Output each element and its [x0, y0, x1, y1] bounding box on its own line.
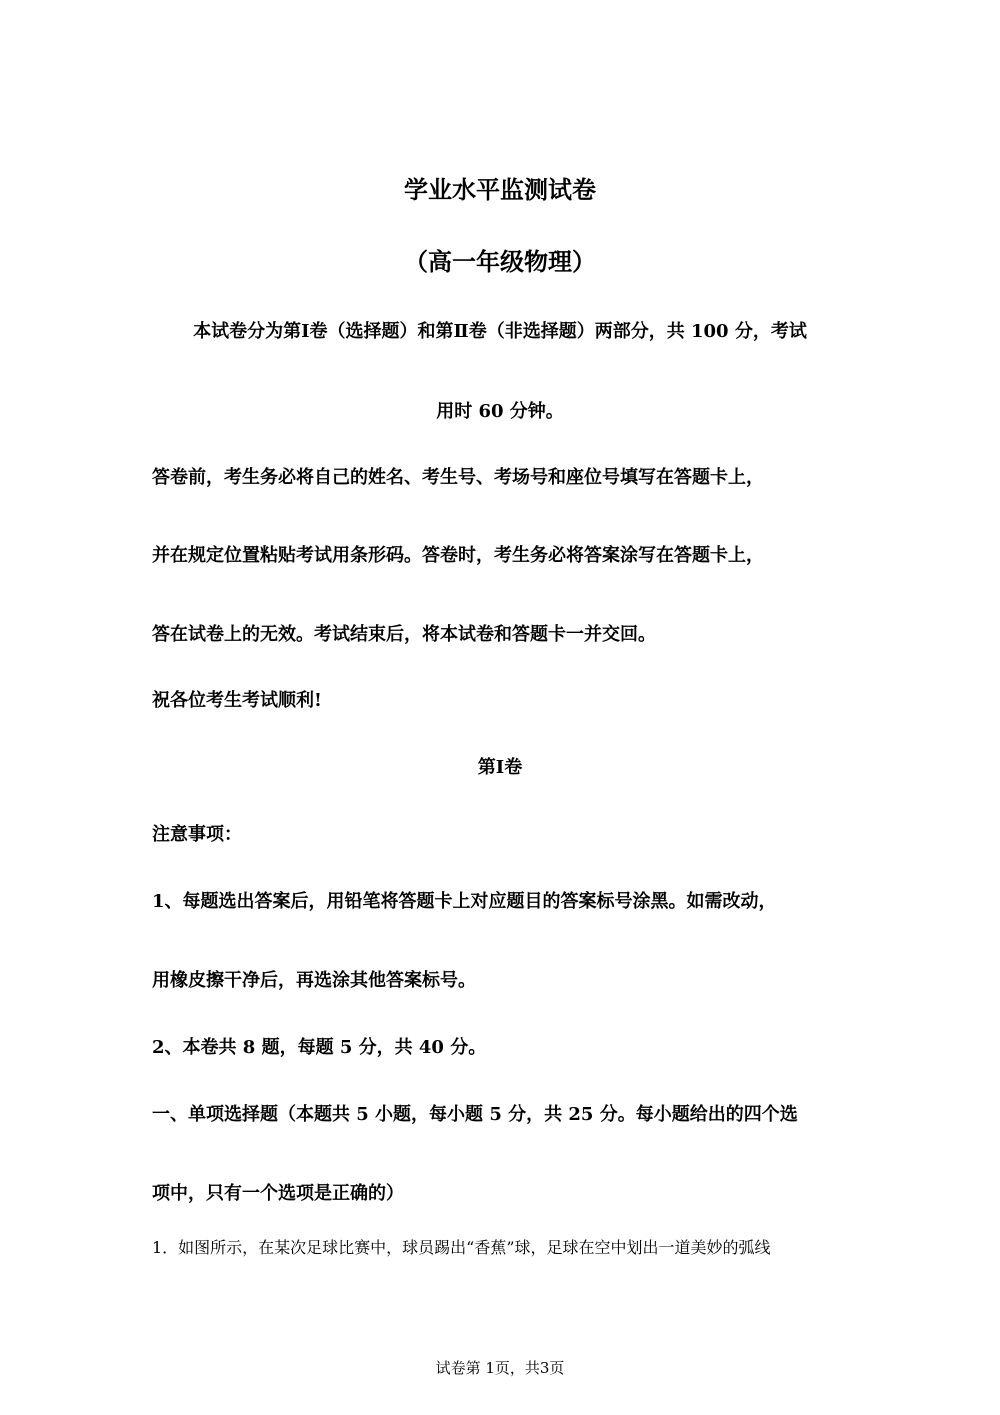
page-footer: 试卷第 1页，共3页 — [435, 1359, 565, 1377]
notice-2: 2、本卷共 8 题，每题 5 分，共 40 分。 — [152, 1037, 487, 1058]
section-heading-line-1: 一、单项选择题（本题共 5 小题，每小题 5 分，共 25 分。每小题给出的四个选 — [152, 1104, 798, 1125]
intro-line-1: 本试卷分为第Ⅰ卷（选择题）和第Ⅱ卷（非选择题）两部分，共 100 分，考试 — [193, 321, 807, 342]
wish-text: 祝各位考生考试顺利! — [152, 690, 322, 711]
notice-1-line-1: 1、每题选出答案后，用铅笔将答题卡上对应题目的答案标号涂黑。如需改动， — [152, 891, 777, 912]
instruction-line-2: 并在规定位置粘贴考试用条形码。答卷时，考生务必将答案涂写在答题卡上， — [152, 545, 764, 566]
page-subtitle: （高一年级物理） — [404, 248, 596, 276]
question-1-text: 1．如图所示，在某次足球比赛中，球员踢出“香蕉”球，足球在空中划出一道美妙的弧线 — [152, 1238, 771, 1257]
notice-1-line-2: 用橡皮擦干净后，再选涂其他答案标号。 — [152, 970, 476, 991]
notice-heading: 注意事项： — [152, 824, 242, 845]
part-heading: 第Ⅰ卷 — [477, 757, 523, 778]
section-heading-line-2: 项中，只有一个选项是正确的） — [152, 1183, 404, 1204]
page-title: 学业水平监测试卷 — [404, 176, 596, 204]
instruction-line-3: 答在试卷上的无效。考试结束后，将本试卷和答题卡一并交回。 — [152, 624, 656, 645]
intro-line-2: 用时 60 分钟。 — [436, 401, 564, 422]
instruction-line-1: 答卷前，考生务必将自己的姓名、考生号、考场号和座位号填写在答题卡上， — [152, 467, 764, 488]
